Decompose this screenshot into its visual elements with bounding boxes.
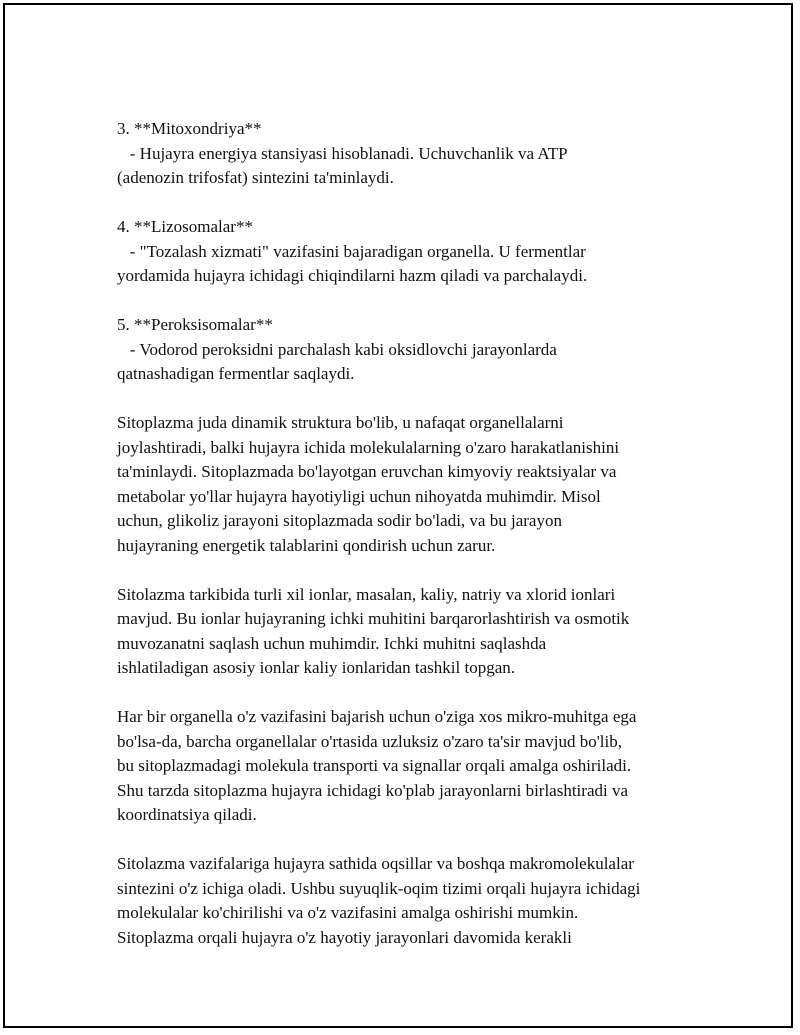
text-line: Shu tarzda sitoplazma hujayra ichidagi ko'plab jarayonlarni birlashtiradi va [117, 780, 629, 800]
text-line: joylashtiradi, balki hujayra ichida molekulalarning o'zaro harakatlanishini [117, 437, 620, 457]
text-line: metabolar yo'llar hujayra hayotiyligi uchun nihoyatda muhimdir. Misol [117, 486, 601, 506]
paragraph-mitoxondriya [117, 117, 692, 191]
text-line: Sitoplazma juda dinamik struktura bo'lib, u nafaqat organellalarni [117, 413, 564, 432]
paragraph-lizosomalar [117, 215, 692, 289]
text-line: ishlatiladigan asosiy ionlar kaliy ionlaridan tashkil topgan. [117, 658, 516, 677]
paragraph-organella-tasir [117, 705, 692, 828]
text-line: - "Tozalash xizmati" vazifasini bajaradigan organella. U fermentlar [117, 241, 586, 261]
text-line: Sitoplazma orqali hujayra o'z hayotiy jarayonlari davomida kerakli [117, 927, 572, 947]
text-line: - Vodorod peroksidni parchalash kabi oksidlovchi jarayonlarda [117, 339, 557, 359]
text-line: koordinatsiya qiladi. [117, 805, 257, 824]
paragraph-ionlar [117, 583, 692, 681]
text-line: sintezini o'z ichiga oladi. Ushbu suyuqlik-oqim tizimi orqali hujayra ichidagi [117, 878, 641, 898]
text-line: mavjud. Bu ionlar hujayraning ichki muhitini barqarorlashtirish va osmotik [117, 609, 630, 628]
text-line: 5. **Peroksisomalar** [117, 315, 273, 334]
text-line: 4. **Lizosomalar** [117, 217, 253, 236]
document-body [117, 117, 692, 975]
paragraph-sitoplazma-dinamik [117, 411, 692, 558]
text-line: Har bir organella o'z vazifasini bajarish uchun o'ziga xos mikro-muhitga ega [117, 707, 637, 726]
text-line: bu sitoplazmadagi molekula transporti va signallar orqali amalga oshiriladi. [117, 756, 632, 775]
text-line: yordamida hujayra ichidagi chiqindilarni hazm qiladi va parchalaydi. [117, 266, 588, 285]
paragraph-peroksisomalar [117, 313, 692, 387]
text-line: molekulalar ko'chirilishi va o'z vazifasini amalga oshirishi mumkin. [117, 903, 579, 922]
text-line: hujayraning energetik talablarini qondirish uchun zarur. [117, 535, 496, 555]
text-line: (adenozin trifosfat) sintezini ta'minlaydi. [117, 168, 394, 187]
text-line: Sitolazma vazifalariga hujayra sathida oqsillar va boshqa makromolekulalar [117, 854, 634, 873]
text-line: bo'lsa-da, barcha organellalar o'rtasida uzluksiz o'zaro ta'sir mavjud bo'lib, [117, 731, 622, 751]
text-line: qatnashadigan fermentlar saqlaydi. [117, 364, 355, 383]
text-line: - Hujayra energiya stansiyasi hisoblanadi. Uchuvchanlik va ATP [117, 143, 568, 163]
text-line: ta'minlaydi. Sitoplazmada bo'layotgan eruvchan kimyoviy reaktsiyalar va [117, 462, 617, 481]
text-line: Sitolazma tarkibida turli xil ionlar, masalan, kaliy, natriy va xlorid ionlari [117, 584, 616, 604]
text-line: muvozanatni saqlash uchun muhimdir. Ichki muhitni saqlashda [117, 633, 547, 653]
text-line: 3. **Mitoxondriya** [117, 119, 262, 138]
paragraph-vazifalar [117, 852, 692, 950]
text-line: uchun, glikoliz jarayoni sitoplazmada sodir bo'ladi, va bu jarayon [117, 511, 562, 530]
